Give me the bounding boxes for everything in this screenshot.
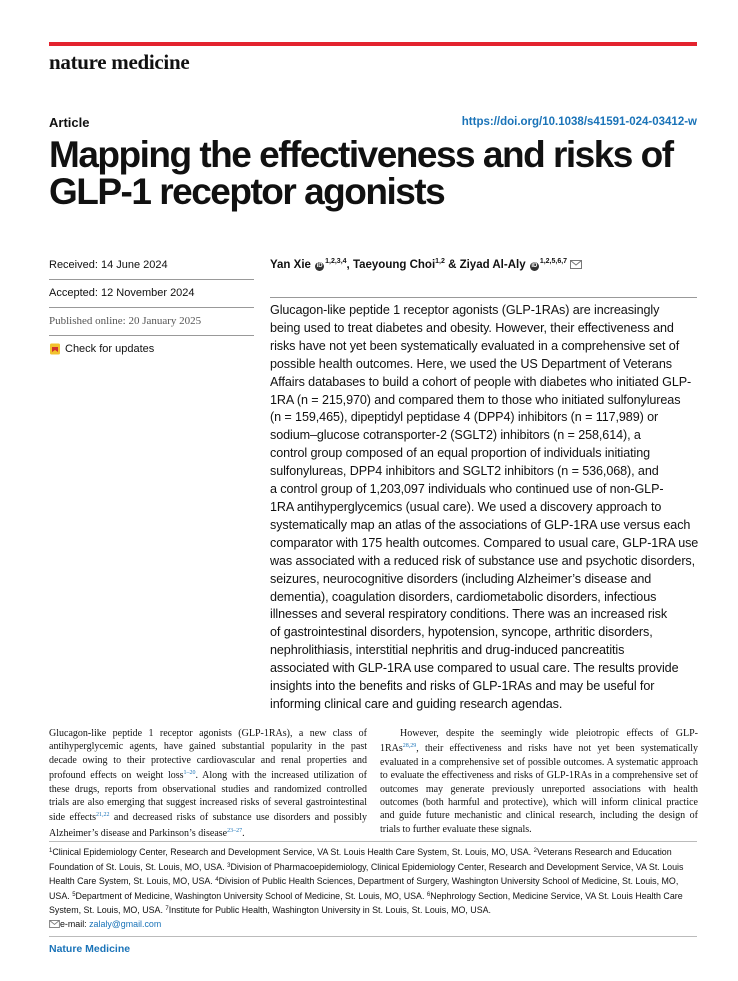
author-separator: & <box>444 259 460 271</box>
affiliation-number: 1 <box>49 848 53 854</box>
body-column-left <box>49 727 367 840</box>
affiliation-text: Division of Pharmacoepidemiology, Clinical Epidemiology Center, Research and Development Service, VA St. Louis Health Care System, St. Louis, MO, USA. <box>49 861 684 886</box>
footer-journal: Nature Medicine <box>49 943 131 955</box>
doi-link[interactable]: https://doi.org/10.1038/s41591-024-03412-w <box>461 116 697 128</box>
abstract-line: associated with GLP-1RA use compared to usual care. The results provide <box>270 661 679 676</box>
affiliation-text: Nephrology Section, Medicine Service, VA St. Louis Health Care System, St. Louis, MO, USA. <box>49 890 683 915</box>
affiliation-list <box>49 847 683 915</box>
published-date: Published online: 20 January 2025 <box>49 308 254 336</box>
check-for-updates-label: Check for updates <box>65 343 155 355</box>
affiliation-number: 3 <box>227 862 231 869</box>
article-dates-panel <box>49 252 254 363</box>
author-affiliations: 1,2 <box>435 258 445 265</box>
header-red-rule <box>49 42 697 46</box>
abstract-line: was associated with a reduced risk of substance use and psychotic disorders, <box>270 553 696 568</box>
abstract-line: (n = 159,465), dipeptidyl peptidase 4 (DPP4) inhibitors (n = 117,989) or <box>270 410 659 425</box>
received-date: Received: 14 June 2024 <box>49 252 254 280</box>
affiliation-number: 7 <box>165 906 169 912</box>
abstract-line: a control group of 1,203,097 individuals who continued use of non-GLP- <box>270 482 664 497</box>
abstract-line: comparator with 175 health outcomes. Compared to usual care, GLP-1RA use <box>270 535 699 550</box>
author-name[interactable]: Ziyad Al-Aly <box>459 259 526 271</box>
abstract-line: risks have not yet been systematically evaluated in a comprehensive set of <box>270 338 680 353</box>
affiliation-number: 5 <box>72 891 76 898</box>
body-text: and decreased risks of substance use disorders and possibly Alzheimer’s disease and Parkinson’s disease <box>49 812 367 839</box>
body-text: However, despite the seemingly wide pleiotropic effects of GLP-1RAs <box>380 728 698 755</box>
orcid-icon[interactable]: iD <box>531 263 538 269</box>
affiliation-text: Veterans Research and Education Foundation of St. Louis, St. Louis, MO, USA. <box>49 847 672 872</box>
crossmark-icon <box>49 343 61 355</box>
citation-link[interactable]: 1–20 <box>183 770 196 777</box>
abstract-line: nephrolithiasis, interstitial nephritis and drug-induced pancreatitis <box>270 643 625 658</box>
abstract-line: control group composed of an equal proportion of individuals initiating <box>270 446 651 461</box>
article-type: Article <box>49 115 90 130</box>
abstract-line: insights into the benefits and risks of GLP-1RAs and may be useful for <box>270 679 655 694</box>
abstract-line: seizures, neurocognitive disorders (including Alzheimer’s disease and <box>270 571 652 586</box>
affiliation-text: Division of Public Health Sciences, Department of Surgery, Washington University School of Medicine, St. Louis, MO, USA. <box>49 876 679 901</box>
check-for-updates[interactable] <box>49 336 254 363</box>
abstract-line: sodium–glucose cotransporter-2 (SGLT2) inhibitors (n = 258,614), a <box>270 428 641 443</box>
abstract-line: informing clinical care and guiding research agendas. <box>270 696 563 711</box>
affiliation-number: 4 <box>215 877 219 883</box>
orcid-icon[interactable]: iD <box>316 263 323 269</box>
footer-rule <box>49 936 697 937</box>
author-name[interactable]: Taeyoung Choi <box>352 259 436 271</box>
abstract-line: dementia), coagulation disorders, cardiometabolic disorders, infectious <box>270 589 657 604</box>
abstract-line: Glucagon-like peptide 1 receptor agonists (GLP-1RAs) are increasingly <box>270 303 660 317</box>
body-text: . <box>242 827 245 839</box>
body-text: , their effectiveness and risks have not yet been systematically evaluated in a comprehensive set of possible outcomes. A systematic approach to evaluate the effectiveness and risks of GLP-1RAs in a comprehensive set of outcomes may generate previously unreported associations with health outcomes (both harmful and protective), which will inform clinical practice and guide future mechanistic and clinical research, including the design of trials to further evaluate these signals. <box>380 743 698 835</box>
abstract-line: sulfonylureas, DPP4 inhibitors and SGLT2 inhibitors (n = 536,068), and <box>270 464 659 479</box>
article-title: Mapping the effectiveness and risks of GLP-1 receptor agonists <box>49 134 673 212</box>
affiliations <box>49 845 699 931</box>
body-text: . Along with the increased utilization of these drugs, reports from observational studies and randomized controlled trials are also emerging that suggest increased risks of several gastrointestinal side effects <box>49 770 367 824</box>
accepted-date: Accepted: 12 November 2024 <box>49 280 254 308</box>
citation-link[interactable]: 23–27 <box>227 827 243 834</box>
author-affiliations: 1,2,5,6,7 <box>539 258 568 265</box>
envelope-icon[interactable] <box>570 260 582 269</box>
author-list <box>270 258 582 271</box>
body-column-right <box>380 727 698 836</box>
abstract-line: systematically map an atlas of the associations of GLP-1RA use versus each <box>270 517 691 532</box>
affiliation-number: 6 <box>426 891 431 898</box>
affiliation-text: Department of Medicine, Washington University School of Medicine, St. Louis, MO, USA. <box>75 890 427 901</box>
abstract-line: possible health outcomes. Here, we used the US Department of Veterans <box>270 356 672 371</box>
citation-link[interactable]: 21,22 <box>96 812 110 819</box>
author-separator: , <box>346 259 353 271</box>
body-text: Glucagon-like peptide 1 receptor agonists (GLP-1RAs), a new class of antihyperglycemic agents, have gained substantial popularity in the past decade owing to their protective cardiovascular and renal properties and profound effects on weight loss <box>49 728 367 782</box>
affiliation-number: 2 <box>533 848 537 854</box>
email-link[interactable]: zalaly@gmail.com <box>89 918 162 929</box>
journal-name: nature medicine <box>49 50 190 74</box>
affiliation-text: Institute for Public Health, Washington University in St. Louis, St. Louis, MO, USA. <box>168 905 492 915</box>
abstract-top-rule <box>270 297 697 298</box>
citation-link[interactable]: 28,29 <box>402 743 417 750</box>
abstract-line: Affairs databases to build a cohort of people with diabetes who initiated GLP- <box>270 374 692 389</box>
email-label: e-mail: <box>60 918 90 929</box>
abstract-line: 1RA antihyperglycemics (usual care). We used a discovery approach to <box>270 499 662 514</box>
affiliation-text: Clinical Epidemiology Center, Research and Development Service, VA St. Louis Health Care System, St. Louis, MO, USA. <box>52 847 534 857</box>
abstract-line: of gastrointestinal disorders, hypotension, syncope, arthritic disorders, <box>270 625 653 640</box>
abstract <box>270 302 700 714</box>
author-affiliations: 1,2,3,4 <box>325 258 347 265</box>
footnote-rule <box>49 841 697 842</box>
abstract-line: illnesses and several respiratory conditions. There was an increased risk <box>270 607 668 622</box>
envelope-icon <box>49 920 60 928</box>
abstract-line: being used to treat diabetes and obesity. However, their effectiveness and <box>270 320 674 335</box>
author-name[interactable]: Yan Xie <box>270 259 311 271</box>
abstract-line: 1RA (n = 215,970) and compared them to those who initiated sulfonylureas <box>270 392 681 407</box>
